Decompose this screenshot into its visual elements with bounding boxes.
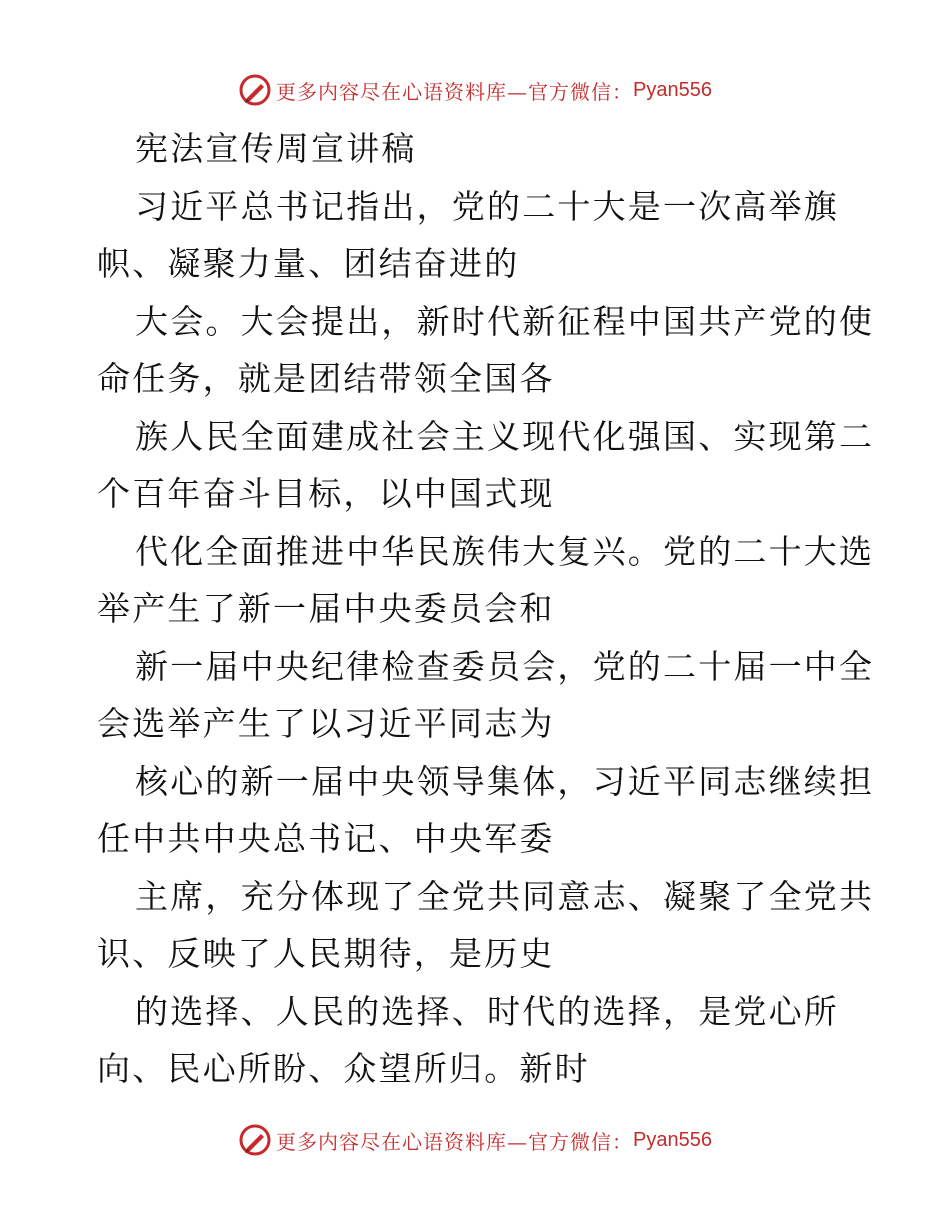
text-line: 代化全面推进中华民族伟大复兴。党的二十大选 bbox=[135, 531, 875, 571]
header-watermark bbox=[0, 70, 950, 110]
text-line: 宪法宣传周宣讲稿 bbox=[135, 129, 417, 168]
text-line: 识、反映了人民期待，是历史 bbox=[97, 934, 555, 973]
text-line: 个百年奋斗目标，以中国式现 bbox=[97, 474, 555, 513]
watermark-wechat-id: Pyan556 bbox=[633, 1128, 712, 1151]
text-line: 的选择、人民的选择、时代的选择，是党心所 bbox=[135, 991, 839, 1031]
text-line: 帜、凝聚力量、团结奋进的 bbox=[97, 244, 520, 283]
watermark-text: 更多内容尽在心语资料库—官方微信： bbox=[276, 1129, 634, 1154]
pen-logo-icon bbox=[238, 73, 272, 107]
footer-watermark bbox=[0, 1120, 950, 1160]
text-line: 习近平总书记指出，党的二十大是一次高举旗 bbox=[135, 186, 839, 226]
text-line: 大会。大会提出，新时代新征程中国共产党的使 bbox=[135, 301, 875, 341]
text-line: 举产生了新一届中央委员会和 bbox=[97, 589, 555, 628]
text-line: 任中共中央总书记、中央军委 bbox=[97, 819, 555, 858]
text-line: 族人民全面建成社会主义现代化强国、实现第二 bbox=[135, 416, 875, 456]
text-line: 命任务，就是团结带领全国各 bbox=[97, 359, 555, 398]
watermark-wechat-id: Pyan556 bbox=[633, 78, 712, 101]
text-line: 核心的新一届中央领导集体，习近平同志继续担 bbox=[135, 761, 875, 801]
watermark-text: 更多内容尽在心语资料库—官方微信： bbox=[276, 79, 634, 104]
text-line: 向、民心所盼、众望所归。新时 bbox=[97, 1049, 590, 1088]
document-body bbox=[97, 120, 875, 1098]
text-line: 主席，充分体现了全党共同意志、凝聚了全党共 bbox=[135, 876, 875, 916]
text-line: 会选举产生了以习近平同志为 bbox=[97, 704, 555, 743]
pen-logo-icon bbox=[238, 1123, 272, 1157]
text-line: 新一届中央纪律检查委员会，党的二十届一中全 bbox=[135, 646, 875, 686]
